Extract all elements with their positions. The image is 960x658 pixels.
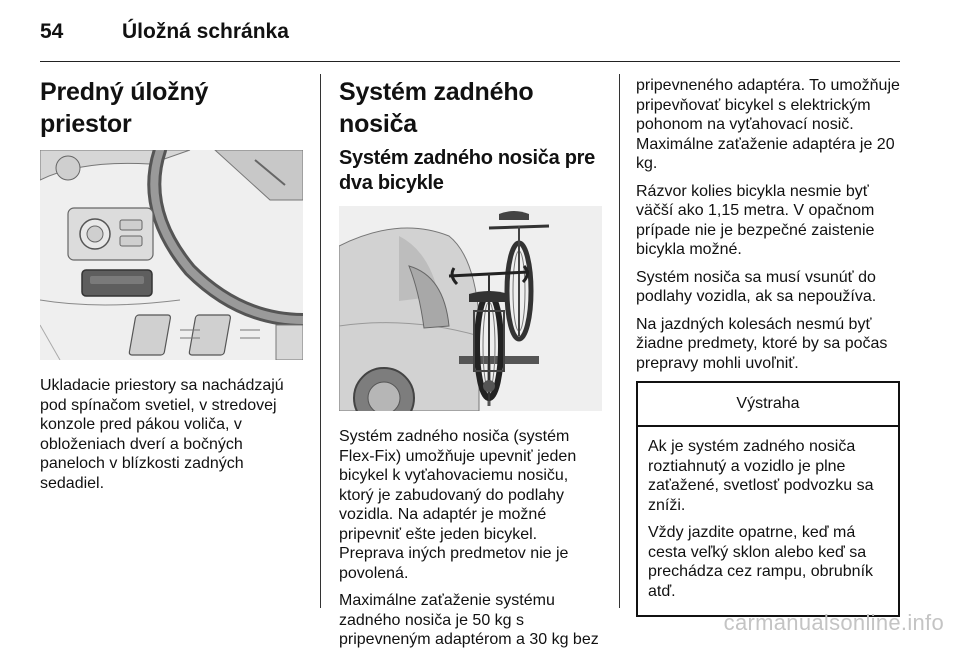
subheading-two-bike-carrier: Systém zadného nosiča pre dva bicykle	[339, 147, 595, 194]
column-rear-carrier-continued	[636, 76, 900, 617]
warning-body	[638, 427, 898, 615]
page-header	[40, 18, 900, 58]
carrier-text-5: Systém nosiča sa musí vsunúť do podlahy vozidla, ak sa nepoužíva.	[636, 268, 877, 305]
column-divider-2	[619, 74, 620, 608]
column-front-storage	[40, 70, 305, 501]
header-rule	[40, 61, 900, 62]
warning-box	[636, 381, 900, 617]
page-number: 54	[40, 20, 64, 43]
carrier-text-6: Na jazdných kolesách nesmú byť žiadne predmety, ktoré by sa počas prepravy mohli uvoľniť.	[636, 315, 888, 372]
rear-carrier-text-1: Systém zadného nosiča (systém Flex-Fix) umožňuje upevniť jeden bicykel k vyťahovaciemu nosiču, ktorý je zabudovaný do podlahy vozidla. Na adaptér je možné pripevniť ešte jeden bicykel. Preprava iných predmetov nie je povolená.	[339, 428, 577, 582]
carrier-text-3: pripevneného adaptéra. To umožňuje pripevňovať bicykel s elektrickým pohonom na vyťahovací nosič. Maximálne zaťaženie adaptéra je 20 kg.	[636, 77, 900, 172]
column-rear-carrier	[339, 70, 604, 658]
carrier-text-4: Rázvor kolies bicykla nesmie byť väčší ako 1,15 metra. V opačnom prípade nie je bezpečné zaistenie bicykla možné.	[636, 182, 875, 258]
watermark: carmanualsonline.info	[723, 610, 944, 635]
warning-text-2: Vždy jazdite opatrne, keď má cesta veľký sklon alebo keď sa prechádza cez rampu, obrubník atď.	[648, 524, 874, 600]
dashboard-illustration	[40, 150, 303, 360]
warning-text-1: Ak je systém zadného nosiča roztiahnutý a vozidlo je plne zaťažené, svetlosť podvozku sa zníži.	[648, 438, 874, 514]
section-heading-rear-carrier: Systém zadného nosiča	[339, 78, 534, 138]
column-divider-1	[320, 74, 321, 608]
rear-carrier-illustration	[339, 206, 602, 411]
front-storage-text: Ukladacie priestory sa nachádzajú pod spínačom svetiel, v stredovej konzole pred pákou voliča, v obloženiach dverí a bočných paneloch v blízkosti zadných sedadiel.	[40, 377, 284, 492]
warning-title: Výstraha	[638, 383, 898, 427]
chapter-title: Úložná schránka	[122, 20, 289, 43]
section-heading-front-storage: Predný úložný priestor	[40, 78, 209, 138]
rear-carrier-text-2: Maximálne zaťaženie systému zadného nosiča je 50 kg s pripevneným adaptérom a 30 kg bez	[339, 592, 599, 648]
